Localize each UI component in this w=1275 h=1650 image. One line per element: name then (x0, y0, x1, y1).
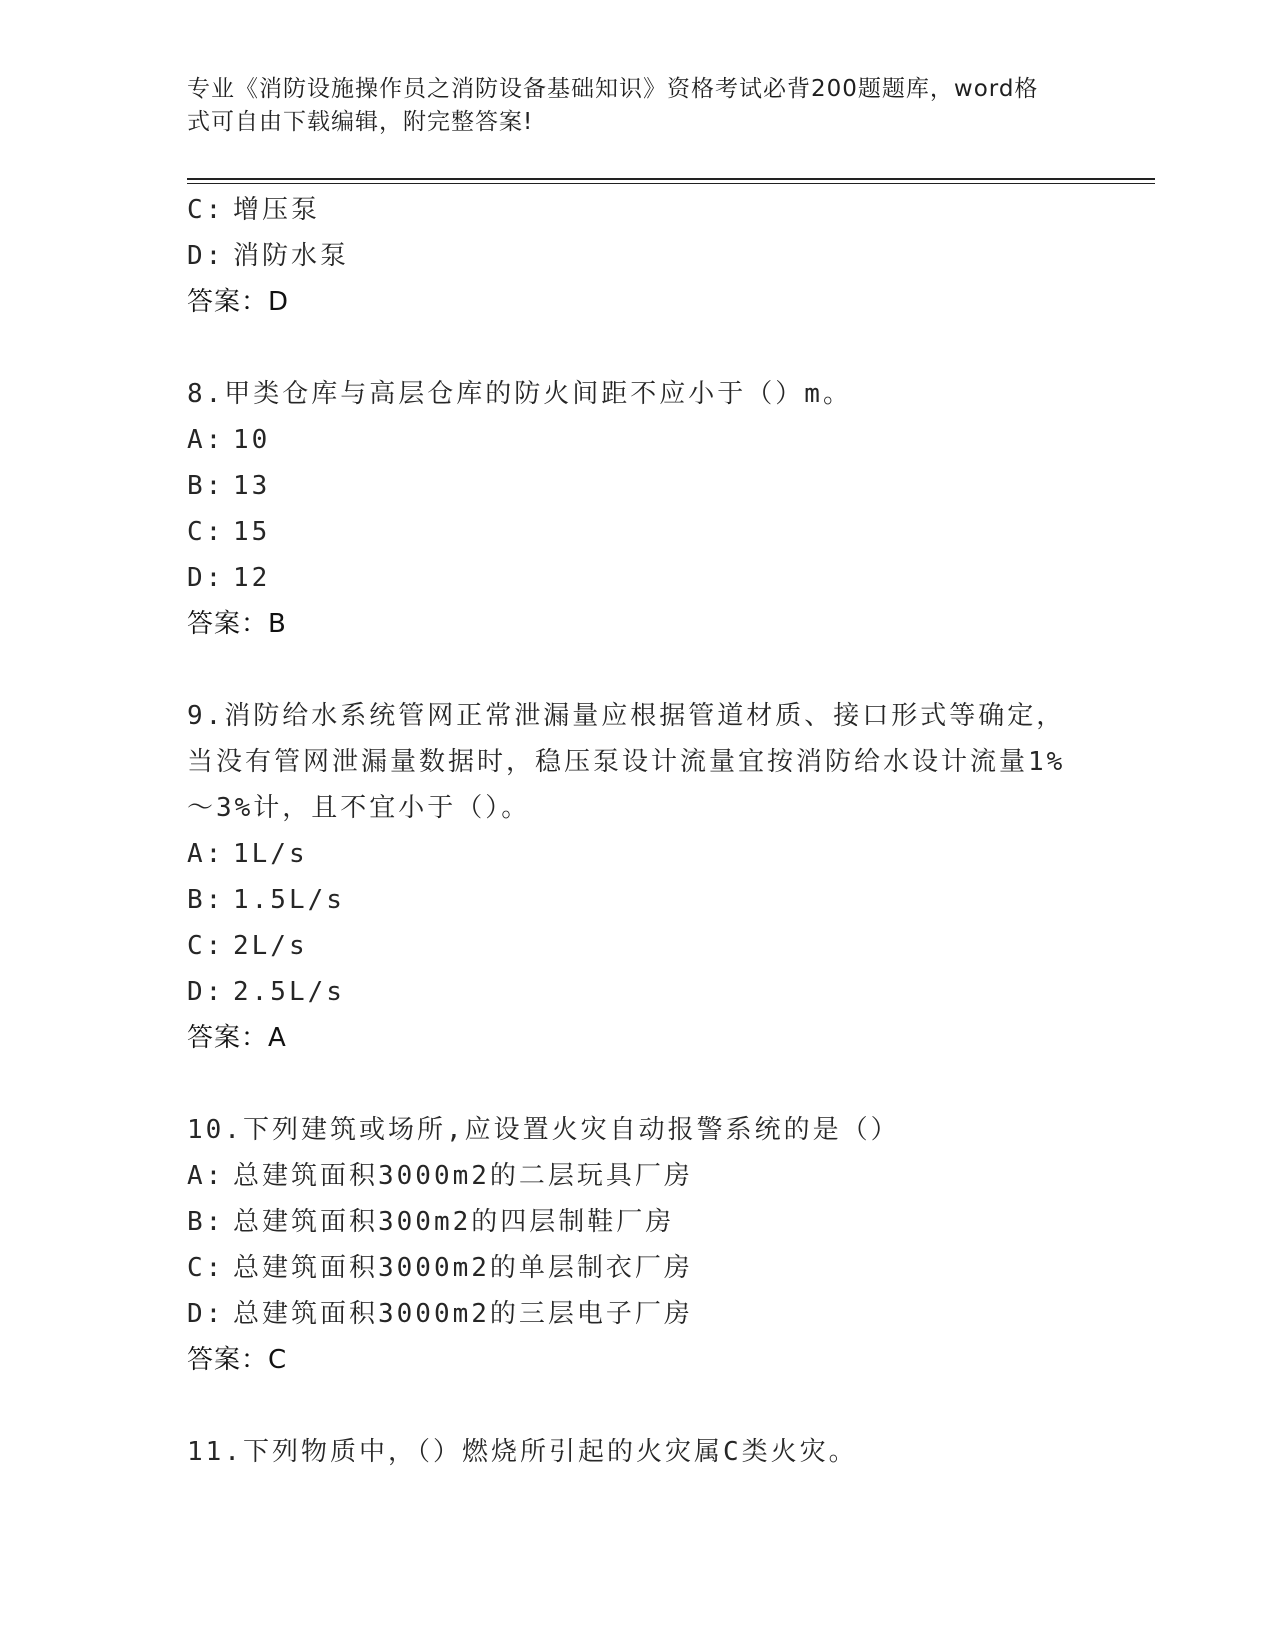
option-text: 总建筑面积300m2的四层制鞋厂房 (233, 1207, 675, 1237)
option-text: 增压泵 (233, 195, 321, 225)
spacer (187, 325, 1087, 371)
option-text: 1.5L/s (233, 885, 345, 915)
question-stem-line-3: ～3%计，且不宜小于（）。 (187, 793, 531, 823)
question-11 (187, 1429, 1087, 1475)
question-stem: 11.下列物质中，（）燃烧所引起的火灾属C类火灾。 (187, 1437, 858, 1467)
option-text: 1L/s (233, 839, 308, 869)
option-label: C: (187, 1253, 225, 1283)
option-d (187, 969, 1087, 1015)
option-c (187, 187, 1087, 233)
option-text: 15 (233, 517, 271, 547)
option-c (187, 923, 1087, 969)
option-d (187, 555, 1087, 601)
answer-line: 答案：A (187, 1023, 287, 1053)
option-text: 消防水泵 (233, 241, 350, 271)
option-label: C: (187, 195, 225, 225)
header-line-1: 专业《消防设施操作员之消防设备基础知识》资格考试必背200题题库，word格 (187, 76, 1039, 102)
option-b (187, 463, 1087, 509)
option-d (187, 233, 1087, 279)
answer-line: 答案：C (187, 1345, 288, 1375)
option-a (187, 1153, 1087, 1199)
option-b (187, 877, 1087, 923)
option-label: C: (187, 931, 225, 961)
option-b (187, 1199, 1087, 1245)
option-c (187, 1245, 1087, 1291)
option-label: A: (187, 1161, 225, 1191)
question-stem-line-2: 当没有管网泄漏量数据时，稳压泵设计流量宜按消防给水设计流量1% (187, 747, 1066, 777)
question-stem: 10.下列建筑或场所,应设置火灾自动报警系统的是（） (187, 1115, 900, 1145)
question-stem: 8.甲类仓库与高层仓库的防火间距不应小于（）m。 (187, 379, 852, 409)
option-label: B: (187, 1207, 225, 1237)
question-list (187, 187, 1087, 1475)
option-label: D: (187, 977, 225, 1007)
option-label: C: (187, 517, 225, 547)
option-text: 10 (233, 425, 271, 455)
option-d (187, 1291, 1087, 1337)
option-text: 2.5L/s (233, 977, 345, 1007)
header-divider-thin (187, 183, 1155, 184)
option-a (187, 417, 1087, 463)
option-text: 总建筑面积3000m2的单层制衣厂房 (233, 1253, 693, 1283)
option-c (187, 509, 1087, 555)
question-10 (187, 1107, 1087, 1383)
option-label: B: (187, 471, 225, 501)
spacer (187, 1061, 1087, 1107)
question-9 (187, 693, 1087, 1061)
option-text: 总建筑面积3000m2的三层电子厂房 (233, 1299, 693, 1329)
option-label: A: (187, 425, 225, 455)
document-header (187, 73, 1067, 139)
option-label: D: (187, 563, 225, 593)
option-label: D: (187, 241, 225, 271)
header-line-2: 式可自由下载编辑，附完整答案! (187, 109, 534, 135)
option-label: B: (187, 885, 225, 915)
spacer (187, 1383, 1087, 1429)
header-divider-thick (187, 178, 1155, 180)
option-text: 2L/s (233, 931, 308, 961)
option-label: A: (187, 839, 225, 869)
answer-line: 答案：D (187, 287, 290, 317)
question-7-tail (187, 187, 1087, 325)
answer-line: 答案：B (187, 609, 287, 639)
question-8 (187, 371, 1087, 647)
option-label: D: (187, 1299, 225, 1329)
option-text: 13 (233, 471, 271, 501)
option-text: 总建筑面积3000m2的二层玩具厂房 (233, 1161, 693, 1191)
question-stem-line-1: 9.消防给水系统管网正常泄漏量应根据管道材质、接口形式等确定， (187, 701, 1066, 731)
option-text: 12 (233, 563, 271, 593)
spacer (187, 647, 1087, 693)
option-a (187, 831, 1087, 877)
